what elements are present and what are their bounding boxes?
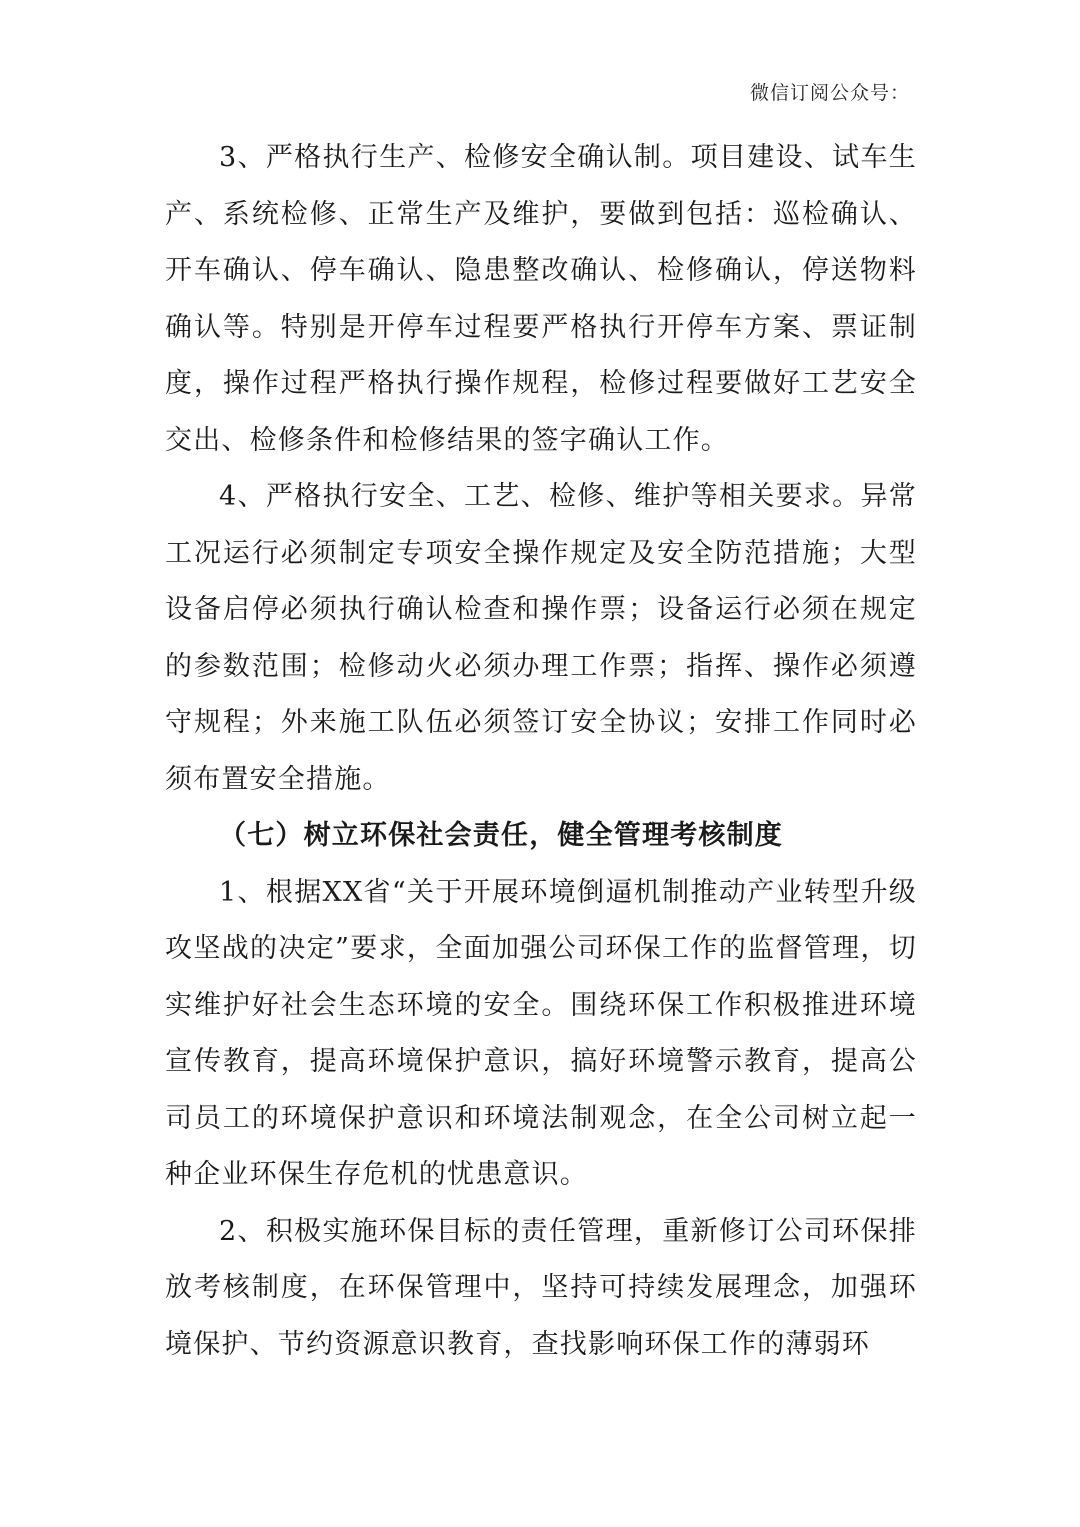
document-body: [165, 130, 917, 1373]
paragraph-environmental-supervision: 1、根据XX省“关于开展环境倒逼机制推动产业转型升级攻坚战的决定”要求，全面加强公司环保工作的监督管理，切实维护好社会生态环境的安全。围绕环保工作积极推进环境宣传教育，提高环境保护意识，搞好环境警示教育，提高公司员工的环境保护意识和环境法制观念，在全公司树立起一种企业环保生存危机的忧患意识。: [165, 876, 917, 1190]
paragraph-environmental-responsibility: 2、积极实施环保目标的责任管理，重新修订公司环保排放考核制度，在环保管理中，坚持可持续发展理念，加强环境保护、节约资源意识教育，查找影响环保工作的薄弱环: [165, 1215, 917, 1360]
section-heading-environmental: （七）树立环保社会责任，健全管理考核制度: [219, 820, 783, 851]
paragraph-safety-requirements: 4、严格执行安全、工艺、检修、维护等相关要求。异常工况运行必须制定专项安全操作规定及安全防范措施；大型设备启停必须执行确认检查和操作票；设备运行必须在规定的参数范围；检修动火必须办理工作票；指挥、操作必须遵守规程；外来施工队伍必须签订安全协议；安排工作同时必须布置安全措施。: [165, 481, 917, 795]
paragraph-safety-confirmation: 3、严格执行生产、检修安全确认制。项目建设、试车生产、系统检修、正常生产及维护，要做到包括：巡检确认、开车确认、停车确认、隐患整改确认、检修确认，停送物料确认等。特别是开停车过程要严格执行开停车方案、票证制度，操作过程严格执行操作规程，检修过程要做好工艺安全交出、检修条件和检修结果的签字确认工作。: [165, 142, 917, 456]
header-note: 微信订阅公众号：: [749, 82, 910, 104]
